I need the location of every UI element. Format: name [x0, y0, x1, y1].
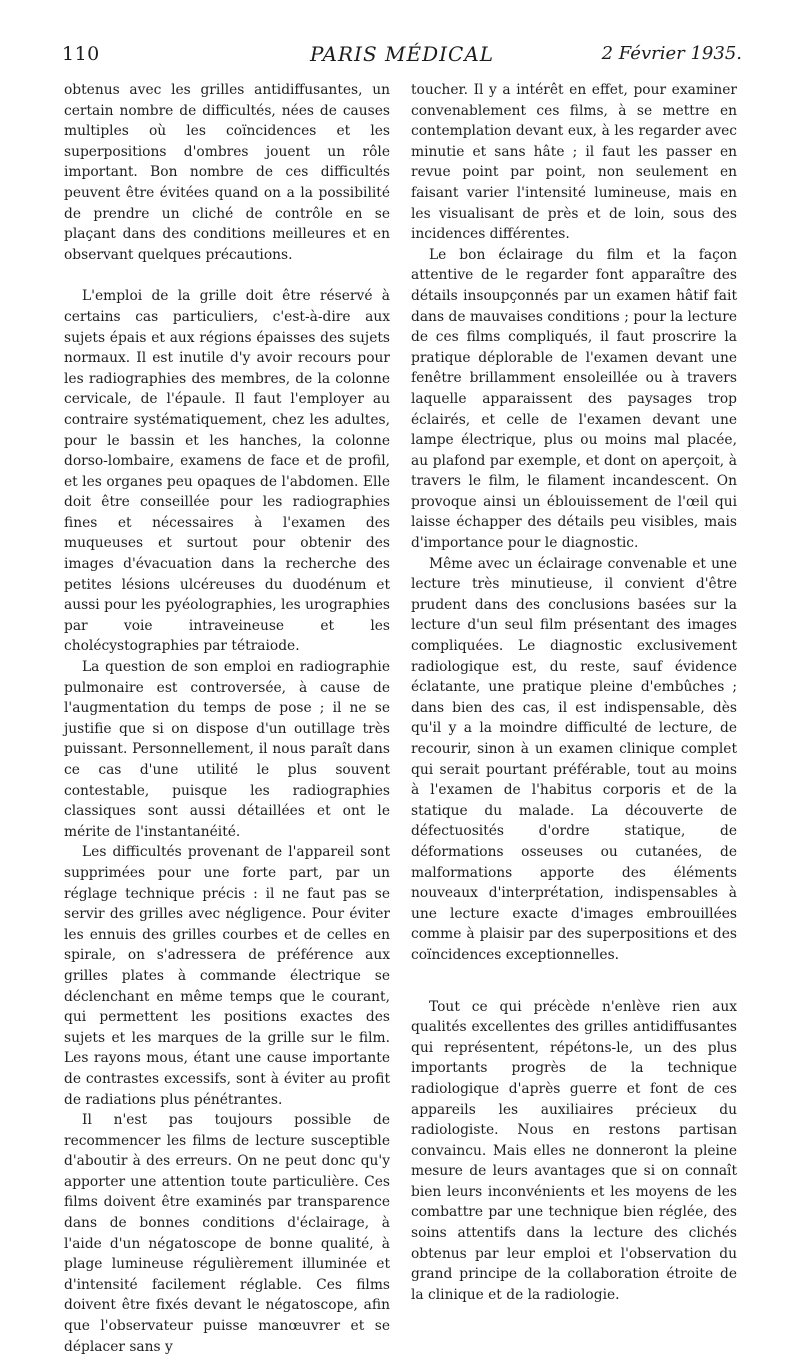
left-column — [64, 80, 390, 1357]
paragraph-left-2: L'emploi de la grille doit être réservé à certains cas particuliers, c'est-à-dire aux sujets épais et aux régions épaisses des sujets normaux. Il est inutile d'y avoir recours pour les radiographies des membres, de la colonne cervicale, de l'épaule. Il faut l'employer au contraire systématiquement, chez les adultes, pour le bassin et les hanches, la colonne dorso-lombaire, examens de face et de profil, et les organes peu opaques de l'abdomen. Elle doit être conseillée pour les radiographies fines et nécessaires à l'examen des muqueuses et surtout pour obtenir des images d'évacuation dans la recherche des petites lésions ulcéreuses du duodénum et aussi pour les pyéolographies, les urographies par voie intraveineuse et les cholécystographies par tétraiode. — [64, 288, 390, 655]
paragraph-right-1: toucher. Il y a intérêt en effet, pour examiner convenablement ces films, à se mettre en contemplation devant eux, à les regarder avec minutie et sans hâte ; il faut les passer en revue point par point, non seulement en faisant varier l'intensité lumineuse, mais en les visualisant de près et de loin, sous des incidences différentes. — [411, 82, 737, 243]
paragraph-right-3: Même avec un éclairage convenable et une lecture très minutieuse, il convient d'être prudent dans des conclusions basées sur la lecture d'un seul film présentant des images compliquées. Le diagnostic exclusivement radiologique est, du reste, sauf évidence éclatante, une pratique pleine d'embûches ; dans bien des cas, il est indispensable, dès qu'il y a la moindre difficulté de lecture, de recourir, sinon à un examen clinique complet qui serait pourtant préférable, tout au moins à l'examen de l'habitus corporis et de la statique du malade. La découverte de défectuosités d'ordre statique, de déformations osseuses ou cutanées, de malformations apporte des éléments nouveaux d'interprétation, indispensables à une lecture exacte d'images embrouillées comme à plaisir par des superpositions et des coïncidences exceptionnelles. — [411, 555, 737, 963]
paragraph-left-5: Il n'est pas toujours possible de recommencer les films de lecture susceptible d'aboutir à des erreurs. On ne peut donc qu'y apporter une attention toute particulière. Ces films doivent être examinés par transparence dans de bonnes conditions d'éclairage, à l'aide d'un négatoscope de bonne qualité, à plage lumineuse régulièrement illuminée et d'intensité facilement réglable. Ces films doivent être fixés devant le négatoscope, afin que l'observateur puisse manœuvrer et se déplacer sans y — [64, 1112, 390, 1355]
page-header — [62, 42, 742, 74]
paragraph-left-4: Les difficultés provenant de l'appareil sont supprimées pour une forte part, par un réglage technique précis : il ne faut pas se servir des grilles avec négligence. Pour éviter les ennuis des grilles courbes et de celles en spirale, on s'adressera de préférence aux grilles plates à commande électrique se déclenchant en même temps que le courant, qui permettent les positions exactes des sujets et les marques de la grille sur le film. Les rayons mous, étant une cause importante de contrastes excessifs, sont à éviter au profit de radiations plus pénétrantes. — [64, 844, 390, 1108]
paragraph-right-2: Le bon éclairage du film et la façon attentive de le regarder font apparaître des détails insoupçonnés par un examen hâtif fait dans de mauvaises conditions ; pour la lecture de ces films compliqués, il faut proscrire la pratique déplorable de l'examen devant une fenêtre brillamment ensoleillée ou à travers laquelle apparaissent des paysages trop éclairés, et celle de l'examen devant une lampe électrique, plus ou moins mal placée, au plafond par exemple, et dont on aperçoit, à travers le film, le filament incandescent. On provoque ainsi un éblouissement de l'œil qui laisse échapper des détails peu visibles, mais d'importance pour le diagnostic. — [411, 246, 737, 552]
paragraph-left-1: obtenus avec les grilles antidiffusantes, un certain nombre de difficultés, nées de causes multiples où les coïncidences et les superpositions d'ombres jouent un rôle important. Bon nombre de ces difficultés peuvent être évitées quand on a la possibilité de prendre un cliché de contrôle en se plaçant dans des conditions meilleures et en observant quelques précautions. — [64, 82, 390, 263]
page-number: 110 — [62, 43, 100, 65]
right-column — [411, 80, 737, 1305]
paragraph-right-4: Tout ce qui précède n'enlève rien aux qualités excellentes des grilles antidiffusantes qui représentent, répétons-le, un des plus importants progrès de la technique radiologique d'après guerre et font de ces appareils les auxiliaires précieux du radiologiste. Nous en restons partisan convaincu. Mais elles ne donneront la pleine mesure de leurs avantages que si on connaît bien leurs inconvénients et les moyens de les combattre par une technique bien réglée, des soins attentifs dans la lecture des clichés obtenus par leur emploi et l'observation du grand principe de la collaboration étroite de la clinique et de la radiologie. — [411, 998, 737, 1303]
journal-title: PARIS MÉDICAL — [309, 42, 495, 66]
paragraph-break — [64, 265, 390, 286]
issue-date: 2 Février 1935. — [601, 43, 742, 64]
paragraph-left-3: La question de son emploi en radiographie pulmonaire est controversée, à cause de l'augmentation du temps de pose ; il ne se justifie que si on dispose d'un outillage très puissant. Personnellement, il nous paraît dans ce cas d'une utilité le plus souvent contestable, puisque les radiographies classiques sont aussi détaillées et ont le mérite de l'instantanéité. — [64, 659, 390, 840]
section-break — [411, 966, 737, 997]
